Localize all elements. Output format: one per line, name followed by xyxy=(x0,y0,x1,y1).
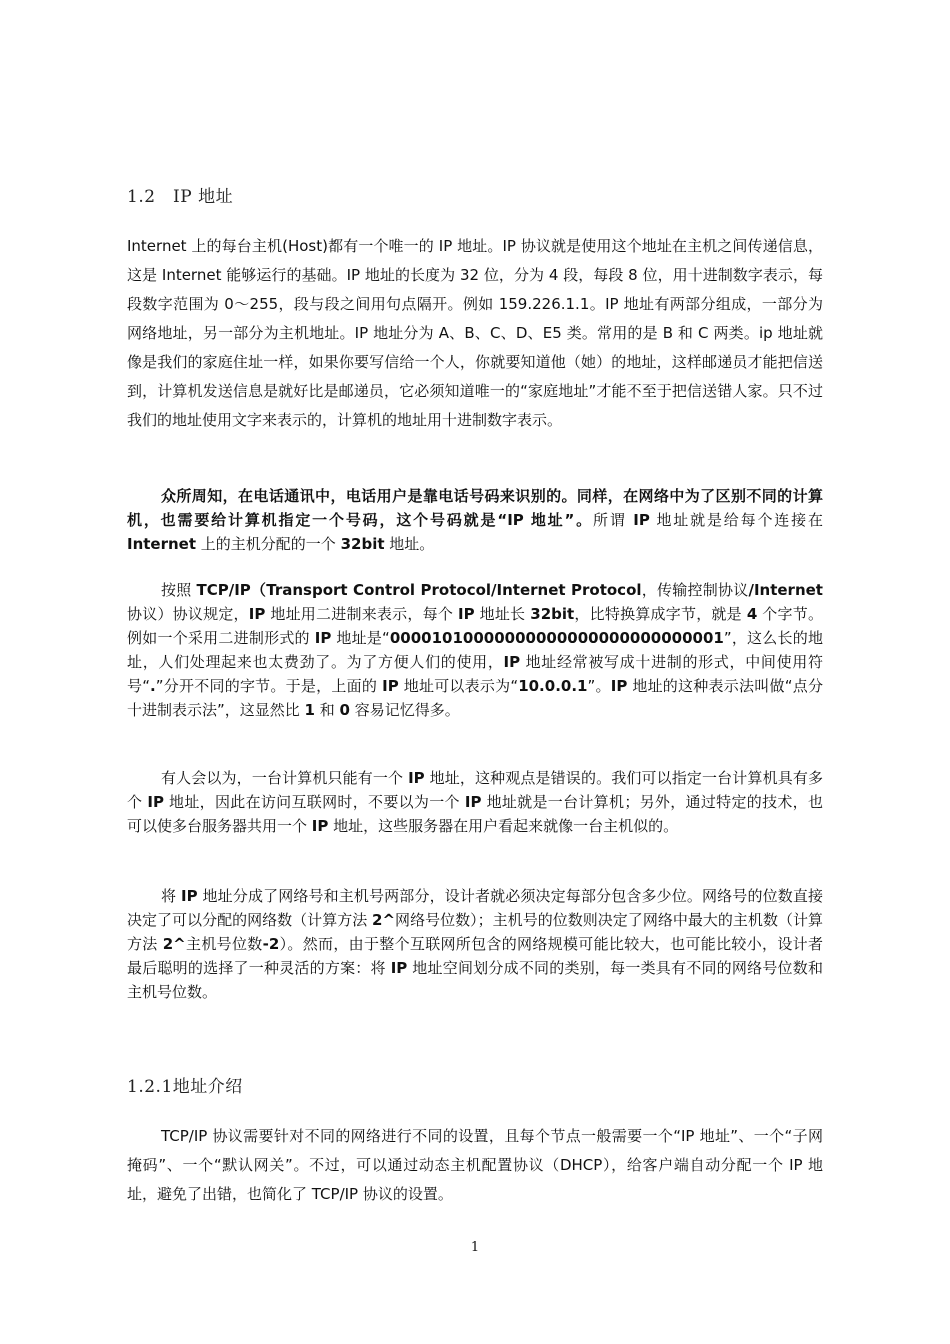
bold-text: IP xyxy=(408,769,425,787)
text-span: 个字节。例如一个采用二进制形式的 xyxy=(127,605,823,647)
bold-text: Internet xyxy=(127,535,197,553)
text-span: ，传输控制协议 xyxy=(641,581,749,599)
text-span: 地址就是一台计算机；另外，通过特定的技术，也可以使多台服务器共用一个 xyxy=(127,793,823,835)
bold-text: . xyxy=(150,677,156,695)
paragraph-network-host-split xyxy=(127,884,823,1004)
bold-text: IP xyxy=(311,817,329,835)
bold-text: IP xyxy=(314,629,332,647)
bold-text: IP xyxy=(464,793,482,811)
text-span: ）。然而，由于整个互联网所包含的网络规模可能比较大，也可能比较小，设计者最后聪明的选择了一种灵活的方案：将 xyxy=(127,935,823,977)
bold-text: IP xyxy=(147,793,164,811)
bold-text: IP xyxy=(382,677,399,695)
text-span: ”。 xyxy=(587,677,611,695)
text-span: 地址可以表示为“ xyxy=(398,677,519,695)
text-span: 地址。 xyxy=(384,535,435,553)
paragraph-multiple-ip xyxy=(127,766,823,838)
bold-text: TCP/IP（Transport Control Protocol/Internet Protocol xyxy=(196,581,642,599)
page-number: 1 xyxy=(470,1240,480,1255)
section-heading: 1.2 IP 地址 xyxy=(127,187,234,207)
text-span: 地址空间划分成不同的类别，每一类具有不同的网络号位数和主机号位数。 xyxy=(127,959,823,1001)
bold-text: IP xyxy=(503,653,521,671)
bold-text: 2^ xyxy=(372,911,396,929)
subsection-heading: 1.2.1地址介绍 xyxy=(127,1077,243,1097)
paragraph-ip-intro: Internet 上的每台主机(Host)都有一个唯一的 IP 地址。IP 协议就是使用这个地址在主机之间传递信息，这是 Internet 能够运行的基础。IP 地址的长度为 32 位，分为 4 段，每段 8 位，用十进制数字表示，每段数字范围为 0～255，段与段之间用句点隔开。例如 159.226.1.1。IP 地址有两部分组成，一部分为网络地址，另一部分为主机地址。IP 地址分为 A、B、C、D、E5 类。常用的是 B 和 C 两类。ip 地址就像是我们的家庭住址一样，如果你要写信给一个人，你就要知道他（她）的地址，这样邮递员才能把信送到，计算机发送信息是就好比是邮递员，它必须知道唯一的“家庭地址”才能不至于把信送错人家。只不过我们的地址使用文字来表示的，计算机的地址用十进制数字表示。 xyxy=(127,237,823,429)
bold-text: 4 xyxy=(746,605,758,623)
bold-text: IP xyxy=(181,887,198,905)
text-span: 地址，这些服务器在用户看起来就像一台主机似的。 xyxy=(328,817,679,835)
bold-text: IP xyxy=(633,511,650,529)
text-span: 地址，因此在访问互联网时，不要以为一个 xyxy=(163,793,465,811)
text-span: 地址是“ xyxy=(331,629,390,647)
bold-text: IP xyxy=(390,959,408,977)
bold-text: /Internet xyxy=(748,581,823,599)
text-span: 地址长 xyxy=(474,605,531,623)
bold-text: 0 xyxy=(339,701,350,719)
bold-text: -2 xyxy=(262,935,280,953)
bold-text: 32bit xyxy=(530,605,575,623)
bold-text: IP xyxy=(610,677,628,695)
text-span: 按照 xyxy=(161,581,197,599)
text-span: 主机号位数 xyxy=(185,935,263,953)
text-span: 地址用二进制来表示，每个 xyxy=(265,605,459,623)
text-span: ”分开不同的字节。于是，上面的 xyxy=(155,677,383,695)
bold-text: 众所周知，在电话通讯中，电话用户是靠电话号码来识别的。同样，在网络中为了区别不同的计算机，也需要给计算机指定一个号码，这个号码就是“IP 地址”。 xyxy=(127,487,823,529)
bold-text: 00001010000000000000000000000001 xyxy=(389,629,724,647)
bold-text: 10.0.0.1 xyxy=(518,677,588,695)
text-span: ”，这么长的地址，人们处理起来也太费劲了。为了方便人们的使用， xyxy=(127,629,823,671)
bold-text: 2^ xyxy=(162,935,186,953)
text-span: 网络号位数）；主机号的位数则决定了网络中最大的主机数（计算方法 xyxy=(127,911,823,953)
paragraph-tcpip-settings: TCP/IP 协议需要针对不同的网络进行不同的设置，且每个节点一般需要一个“IP 地址”、一个“子网掩码”、一个“默认网关”。不过，可以通过动态主机配置协议（DHCP），给客户端自动分配一个 IP 地址，避免了出错，也简化了 TCP/IP 协议的设置。 xyxy=(127,1127,823,1203)
text-span: 和 xyxy=(314,701,340,719)
bold-text: IP xyxy=(458,605,475,623)
text-span: 地址，这种观点是错误的。我们可以指定一台计算机具有多个 xyxy=(127,769,823,811)
text-span: 所谓 xyxy=(593,511,634,529)
paragraph-binary-address xyxy=(127,578,823,722)
text-span: 将 xyxy=(161,887,182,905)
paragraph-phone-analogy xyxy=(127,484,823,556)
text-span: 地址经常被写成十进制的形式，中间使用符号“ xyxy=(127,653,823,695)
text-span: 地址就是给每个连接在 xyxy=(649,511,823,529)
text-span: 协议）协议规定， xyxy=(127,605,249,623)
text-span: 地址的这种表示法叫做“点分十进制表示法”，这显然比 xyxy=(127,677,823,719)
text-span: 地址分成了网络号和主机号两部分，设计者就必须决定每部分包含多少位。网络号的位数直接决定了可以分配的网络数（计算方法 xyxy=(127,887,823,929)
bold-text: IP xyxy=(248,605,266,623)
text-span: ，比特换算成字节，就是 xyxy=(574,605,747,623)
text-span: 有人会以为，一台计算机只能有一个 xyxy=(161,769,409,787)
bold-text: 32bit xyxy=(340,535,385,553)
text-span: 容易记忆得多。 xyxy=(349,701,460,719)
text-span: 上的主机分配的一个 xyxy=(196,535,341,553)
bold-text: 1 xyxy=(304,701,315,719)
